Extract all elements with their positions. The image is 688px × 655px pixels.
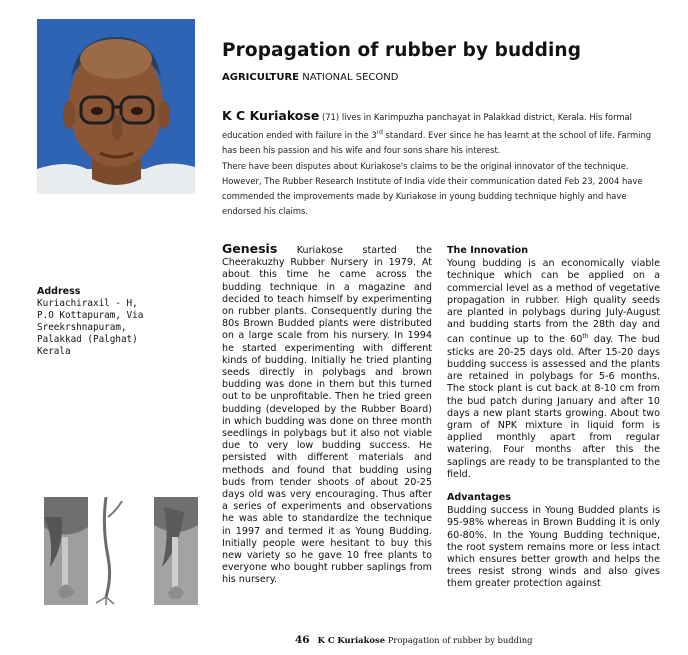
advantages-heading: Advantages <box>447 492 511 504</box>
sapling-photos <box>44 497 198 605</box>
footer-name: K C Kuriakose <box>317 635 386 645</box>
innovation-heading: The Innovation <box>447 245 529 256</box>
innovation-sup: th <box>582 333 589 341</box>
footer-title: Propagation of rubber by budding <box>385 635 533 645</box>
genesis-section <box>222 243 432 587</box>
page-number: 46 <box>295 634 310 646</box>
page-footer <box>295 634 532 646</box>
intro-text-2: standard. Ever since he has learnt at the school of life. Farming has been his passion and his wife and four sons share his interest. <box>222 129 652 155</box>
innovation-text-1: Young budding is an economically viable technique which can be applied on a commercial level as a method of vegetative propagation in rubber. High quality seeds are planted in polybags during July-August and budding starts from the 28th day and can continue up to the 60 <box>447 258 660 346</box>
category-level: NATIONAL SECOND <box>299 72 399 83</box>
intro-text-1: (71) lives in Karimpuzha panchayat in Palakkad district, Kerala. His formal education ended with failure in the 3 <box>222 112 632 140</box>
address-heading: Address <box>37 286 81 297</box>
genesis-heading: Genesis <box>222 241 278 256</box>
genesis-text: Kuriakose started the Cheerakuzhy Rubber Nursery in 1979. At about this time he came across the budding technique in a magazine and decided to teach himself by experimenting on rubber plants. Consequently during the 80s Brown Budded plants were distributed on a large scale from his nursery. In 1994 he started experimenting with different kinds of budding. Initially he tried planting seeds directly in polybags and brown budding was done in them but this turned out to be unprofitable. Then he tried green budding (developed by the Rubber Board) in which budding was done on three month seedlings in polybags but it also not viable due to very low budding success. He persisted with different materials and methods and found that budding using buds from tender shoots of about 20-25 days old was very encouraging. Thus after a series of experiments and observations he was able to standardize the technique in 1997 and termed it as Young Budding. Initially people were hesitant to buy this new variety so he gave 10 free plants to everyone who bought rubber saplings from his nursery. <box>222 245 432 586</box>
address-line: Sreekrshnapuram, <box>37 322 127 333</box>
portrait-photo <box>37 19 195 194</box>
advantages-text: Budding success in Young Budded plants is 95-98% whereas in Brown Budding it is only 60-80%. In the Young Budding technique, the root system remains more or less intact which ensures better growth and helps the trees resist strong winds and also gives them greater protection against <box>447 505 660 590</box>
address-line: Kuriachiraxil - H, <box>37 298 138 309</box>
address-block <box>37 286 143 358</box>
address-line: Palakkad (Palghat) <box>37 334 138 345</box>
innovation-text <box>447 258 660 481</box>
innovation-text-2: day. The bud sticks are 20-25 days old. After 15-20 days budding success is assessed and the plants are retained in polybags for 5-6 months. The stock plant is cut back at 8-10 cm from the bud patch during January and after 10 days a new plant starts growing. About two gram of NPK mixture in liquid form is applied monthly apart from regular watering. Four months after this the saplings are ready to be transplanted to the field. <box>447 334 660 480</box>
intro-paragraph <box>222 108 662 158</box>
claims-paragraph: There have been disputes about Kuriakose's claims to be the original innovator of the technique. However, The Rubber Research Institute of India vide their communication dated Feb 23, 2004 have commended the improvements made by Kuriakose in young budding technique highly and have endorsed his claims. <box>222 161 643 216</box>
innovation-column <box>447 245 660 591</box>
award-category <box>222 72 398 83</box>
intro-sup: rd <box>376 129 383 136</box>
page-title: Propagation of rubber by budding <box>222 40 582 61</box>
category-label: AGRICULTURE <box>222 72 300 83</box>
innovator-name: K C Kuriakose <box>222 108 320 123</box>
address-line: Kerala <box>37 346 71 357</box>
address-line: P.O Kottapuram, Via <box>37 310 144 321</box>
